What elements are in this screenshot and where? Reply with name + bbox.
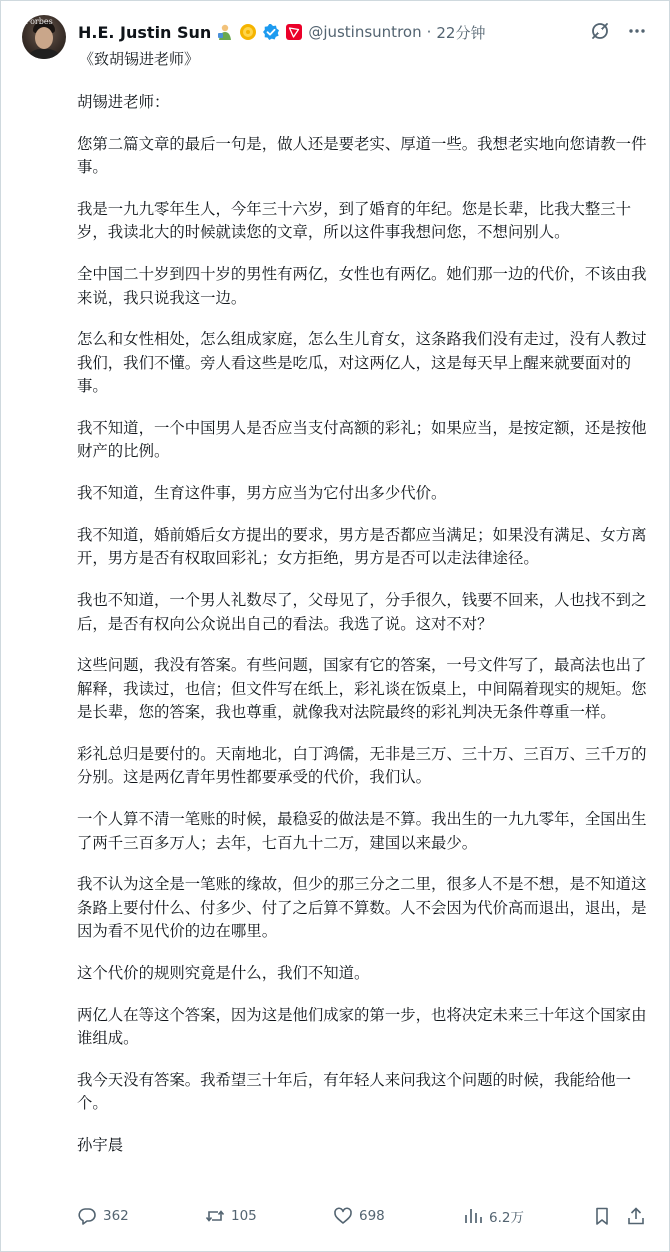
- paragraph: 我不知道，生育这件事，男方应当为它付出多少代价。: [77, 484, 447, 503]
- bookmark-button[interactable]: [592, 1201, 618, 1231]
- post-header: [78, 20, 485, 44]
- paragraph: 我不知道，一个中国男人是否应当支付高额的彩礼；如果应当，是按定额，还是按他财产的比例。: [77, 418, 647, 461]
- paragraph: 这些问题，我没有答案。有些问题，国家有它的答案，一号文件写了，最高法也出了解释，我读过，也信；但文件写在纸上，彩礼谈在饭桌上，中间隔着现实的规矩。您是长辈，您的答案，我也尊重，就像我对法院最终的彩礼判决无条件尊重一样。: [77, 656, 647, 722]
- paragraph: 我不知道，婚前婚后女方提出的要求，男方是否都应当满足；如果没有满足、女方离开，男方是否有权取回彩礼；女方拒绝，男方是否可以走法律途径。: [77, 525, 647, 568]
- paragraph: 我今天没有答案。我希望三十年后，有年轻人来问我这个问题的时候，我能给他一个。: [77, 1070, 632, 1113]
- like-button[interactable]: [333, 1201, 385, 1231]
- reply-button[interactable]: [77, 1201, 129, 1231]
- post-body: [77, 91, 649, 1176]
- action-bar: [77, 1201, 647, 1231]
- emoji-person-icon: [216, 23, 234, 41]
- paragraph: 您第二篇文章的最后一句是，做人还是要老实、厚道一些。我想老实地向您请教一件事。: [77, 134, 647, 177]
- author-handle[interactable]: @justinsuntron: [308, 23, 422, 41]
- like-count: 698: [359, 1208, 385, 1224]
- tron-brand-icon: [285, 23, 303, 41]
- paragraph: 彩礼总归是要付的。天南地北，白丁鸿儒，无非是三万、三十万、三百万、三千万的分别。这是两亿青年男性都要承受的代价，我们认。: [77, 744, 647, 787]
- paragraph: 胡锡进老师：: [77, 93, 170, 111]
- more-icon[interactable]: [627, 21, 647, 41]
- header-actions: [590, 21, 647, 41]
- paragraph: 我也不知道，一个男人礼数尽了，父母见了，分手很久，钱要不回来，人也找不到之后，是否有权向公众说出自己的看法。我选了说。这对不对？: [77, 591, 647, 633]
- verified-badge-icon[interactable]: [262, 23, 280, 41]
- avatar-magazine-label: Forbes: [25, 17, 53, 26]
- paragraph: 我不认为这全是一笔账的缘故，但少的那三分之二里，很多人不是不想，是不知道这条路上要付什么、付多少、付了之后算不算数。人不会因为代价高而退出，退出，是因为看不见代价的边在哪里。: [77, 875, 647, 941]
- repost-count: 105: [231, 1208, 257, 1224]
- paragraph: 我是一九九零年生人，今年三十六岁，到了婚育的年纪。您是长辈，比我大整三十岁，我读北大的时候就读您的文章，所以这件事我想问您，不想问别人。: [77, 199, 632, 242]
- share-button[interactable]: [626, 1201, 652, 1231]
- view-count: 6.2万: [489, 1210, 524, 1226]
- author-name[interactable]: H.E. Justin Sun: [78, 22, 212, 42]
- paragraph: 两亿人在等这个答案，因为这是他们成家的第一步，也将决定未来三十年这个国家由谁组成。: [77, 1005, 647, 1048]
- post-title: 《致胡锡进老师》: [79, 50, 200, 68]
- post-time[interactable]: 22分钟: [436, 23, 486, 42]
- share-icon: [626, 1206, 646, 1226]
- like-icon: [333, 1206, 353, 1226]
- gold-badge-icon: [239, 23, 257, 41]
- repost-icon: [205, 1206, 225, 1226]
- views-button[interactable]: [463, 1201, 524, 1231]
- paragraph: 怎么和女性相处，怎么组成家庭，怎么生儿育女，这条路我们没有走过，没有人教过我们，我们不懂。旁人看这些是吃瓜，对这两亿人，这是每天早上醒来就要面对的事。: [77, 330, 647, 396]
- reply-icon: [77, 1206, 97, 1226]
- grok-icon[interactable]: [590, 21, 610, 41]
- paragraph: 这个代价的规则究竟是什么，我们不知道。: [77, 963, 370, 982]
- paragraph: 一个人算不清一笔账的时候，最稳妥的做法是不算。我出生的一九九零年，全国出生了两千三百多万人；去年，七百九十二万，建国以来最少。: [77, 810, 647, 852]
- paragraph: 全中国二十岁到四十岁的男性有两亿，女性也有两亿。她们那一边的代价，不该由我来说，我只说我这一边。: [77, 265, 647, 307]
- signature: 孙宇晨: [77, 1136, 124, 1154]
- bookmark-icon: [592, 1206, 612, 1226]
- reply-count: 362: [103, 1208, 129, 1224]
- views-icon: [463, 1206, 483, 1226]
- separator-dot: ·: [426, 23, 432, 41]
- repost-button[interactable]: [205, 1201, 257, 1231]
- avatar[interactable]: [22, 15, 66, 59]
